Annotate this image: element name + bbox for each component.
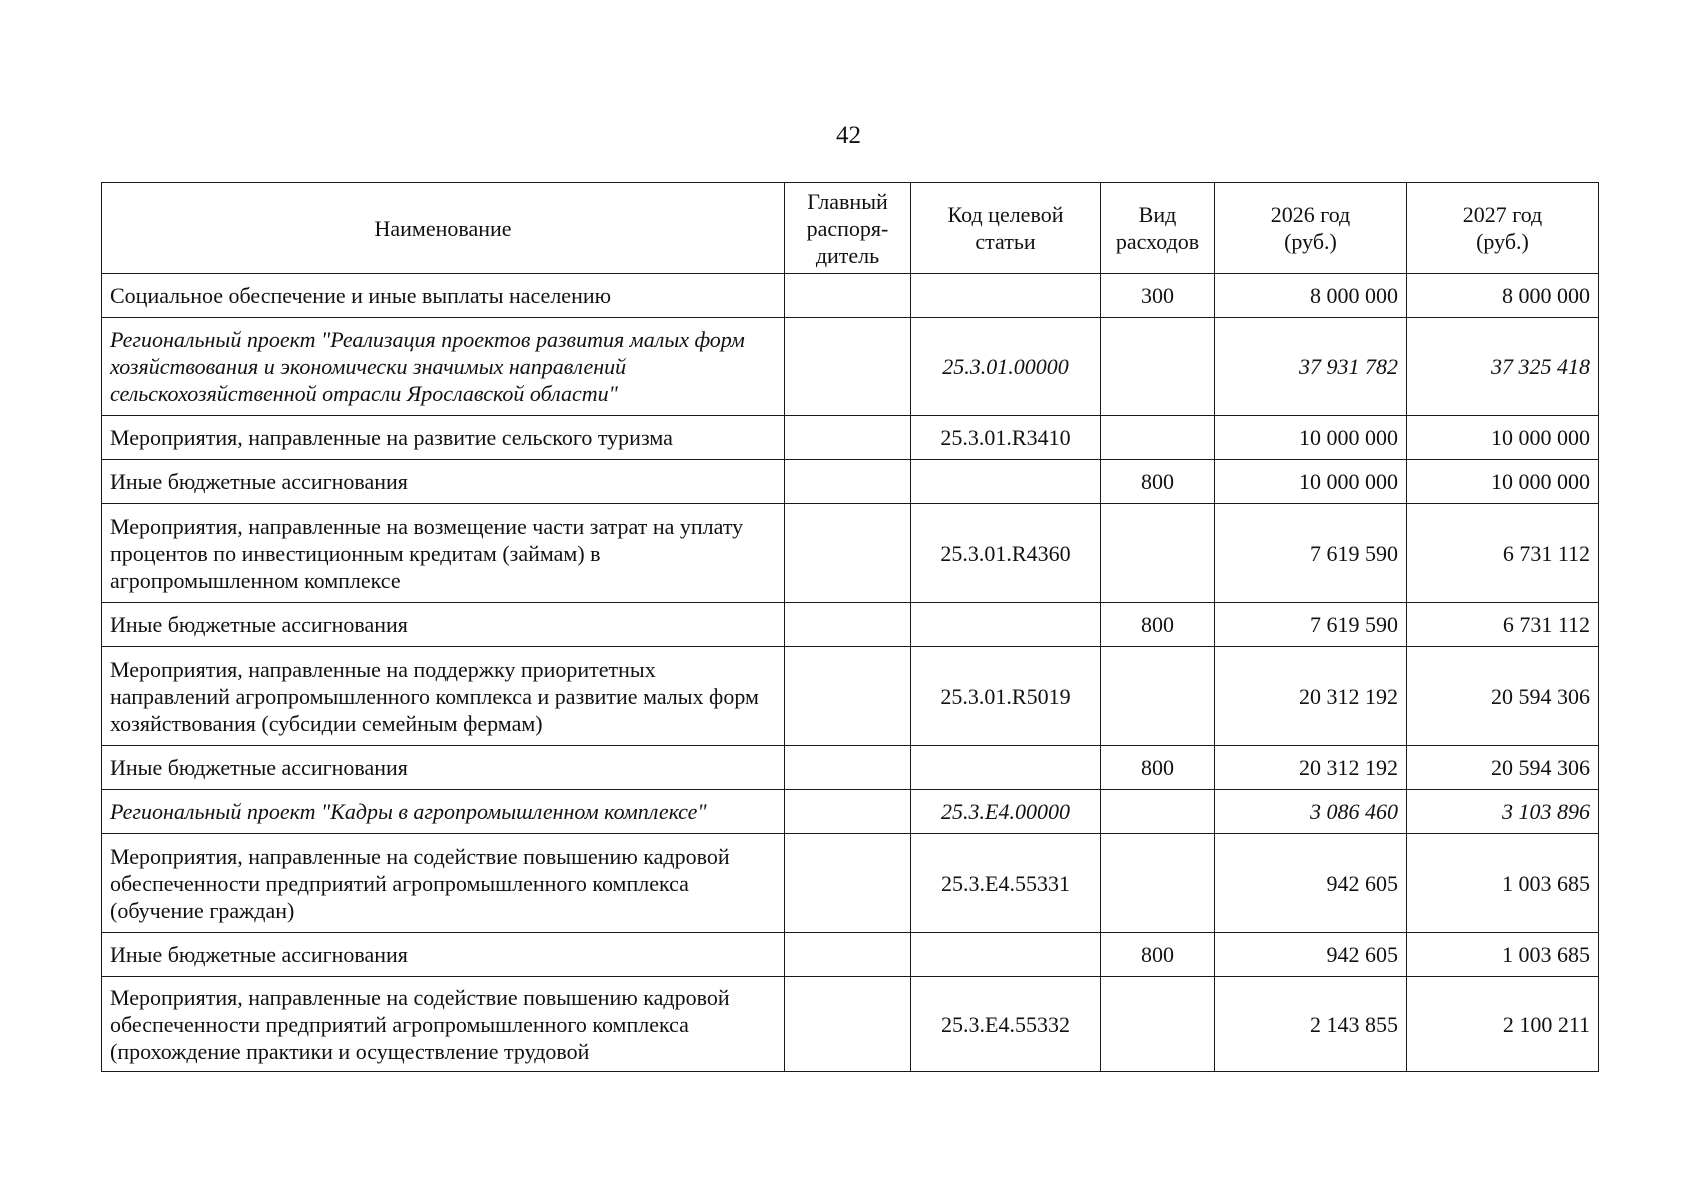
table-row	[102, 318, 1599, 416]
row-code: 25.3.Е4.55332	[911, 977, 1101, 1072]
row-name: Иные бюджетные ассигнования	[102, 460, 785, 504]
row-name: Мероприятия, направленные на поддержку приоритетных направлений агропромышленного комплекса и развитие малых форм хозяйствования (субсидии семейным фермам)	[102, 647, 785, 746]
table-row	[102, 647, 1599, 746]
row-amount-2026: 942 605	[1215, 933, 1407, 977]
row-holder	[785, 603, 911, 647]
row-amount-2027: 20 594 306	[1407, 746, 1599, 790]
row-amount-2027: 3 103 896	[1407, 790, 1599, 834]
row-amount-2027: 1 003 685	[1407, 933, 1599, 977]
row-holder	[785, 274, 911, 318]
row-code: 25.3.Е4.55331	[911, 834, 1101, 933]
row-holder	[785, 834, 911, 933]
row-amount-2027: 8 000 000	[1407, 274, 1599, 318]
row-amount-2026: 10 000 000	[1215, 460, 1407, 504]
row-kind	[1101, 647, 1215, 746]
row-kind	[1101, 504, 1215, 603]
row-holder	[785, 790, 911, 834]
row-name: Иные бюджетные ассигнования	[102, 746, 785, 790]
table-row	[102, 834, 1599, 933]
row-code: 25.3.01.R4360	[911, 504, 1101, 603]
table-row	[102, 460, 1599, 504]
row-amount-2026: 2 143 855	[1215, 977, 1407, 1072]
table-row	[102, 416, 1599, 460]
row-name: Мероприятия, направленные на содействие повышению кадровой обеспеченности предприятий агропромышленного комплекса (прохождение практики и осуществление трудовой	[102, 977, 785, 1072]
row-name: Иные бюджетные ассигнования	[102, 603, 785, 647]
row-holder	[785, 318, 911, 416]
row-holder	[785, 977, 911, 1072]
row-code: 25.3.01.R5019	[911, 647, 1101, 746]
row-kind: 300	[1101, 274, 1215, 318]
row-kind: 800	[1101, 933, 1215, 977]
row-code	[911, 746, 1101, 790]
row-amount-2027: 1 003 685	[1407, 834, 1599, 933]
table-row	[102, 977, 1599, 1072]
row-code	[911, 460, 1101, 504]
row-amount-2027: 10 000 000	[1407, 460, 1599, 504]
row-name: Мероприятия, направленные на возмещение части затрат на уплату процентов по инвестиционным кредитам (займам) в агропромышленном комплексе	[102, 504, 785, 603]
row-name: Мероприятия, направленные на развитие сельского туризма	[102, 416, 785, 460]
row-amount-2026: 20 312 192	[1215, 647, 1407, 746]
row-amount-2026: 942 605	[1215, 834, 1407, 933]
row-amount-2027: 6 731 112	[1407, 504, 1599, 603]
budget-table	[101, 182, 1599, 1072]
row-kind: 800	[1101, 460, 1215, 504]
row-code	[911, 603, 1101, 647]
header-year-2026: 2026 год (руб.)	[1215, 183, 1407, 274]
row-amount-2026: 3 086 460	[1215, 790, 1407, 834]
header-year-2027: 2027 год (руб.)	[1407, 183, 1599, 274]
row-amount-2027: 2 100 211	[1407, 977, 1599, 1072]
row-amount-2027: 6 731 112	[1407, 603, 1599, 647]
row-code: 25.3.01.R3410	[911, 416, 1101, 460]
row-code: 25.3.01.00000	[911, 318, 1101, 416]
row-amount-2026: 7 619 590	[1215, 603, 1407, 647]
row-holder	[785, 647, 911, 746]
row-name: Иные бюджетные ассигнования	[102, 933, 785, 977]
row-amount-2027: 37 325 418	[1407, 318, 1599, 416]
row-code	[911, 274, 1101, 318]
table-row	[102, 790, 1599, 834]
row-name: Региональный проект "Кадры в агропромышленном комплексе"	[102, 790, 785, 834]
row-code	[911, 933, 1101, 977]
row-name: Социальное обеспечение и иные выплаты населению	[102, 274, 785, 318]
row-holder	[785, 933, 911, 977]
table-row	[102, 933, 1599, 977]
row-amount-2027: 10 000 000	[1407, 416, 1599, 460]
row-amount-2026: 10 000 000	[1215, 416, 1407, 460]
row-amount-2026: 37 931 782	[1215, 318, 1407, 416]
table-row	[102, 746, 1599, 790]
row-holder	[785, 746, 911, 790]
row-kind	[1101, 790, 1215, 834]
row-kind	[1101, 318, 1215, 416]
row-amount-2026: 8 000 000	[1215, 274, 1407, 318]
row-holder	[785, 504, 911, 603]
row-kind	[1101, 834, 1215, 933]
row-kind: 800	[1101, 603, 1215, 647]
header-holder: Главный распоря- дитель	[785, 183, 911, 274]
row-name: Мероприятия, направленные на содействие повышению кадровой обеспеченности предприятий агропромышленного комплекса (обучение граждан)	[102, 834, 785, 933]
page-number: 42	[836, 122, 861, 149]
row-code: 25.3.Е4.00000	[911, 790, 1101, 834]
header-code: Код целевой статьи	[911, 183, 1101, 274]
header-name: Наименование	[102, 183, 785, 274]
table-row	[102, 603, 1599, 647]
row-holder	[785, 416, 911, 460]
header-kind: Вид расходов	[1101, 183, 1215, 274]
row-kind	[1101, 977, 1215, 1072]
table-row	[102, 504, 1599, 603]
table-row	[102, 274, 1599, 318]
row-kind	[1101, 416, 1215, 460]
row-amount-2027: 20 594 306	[1407, 647, 1599, 746]
row-kind: 800	[1101, 746, 1215, 790]
row-amount-2026: 20 312 192	[1215, 746, 1407, 790]
row-name: Региональный проект "Реализация проектов развития малых форм хозяйствования и экономически значимых направлений сельскохозяйственной отрасли Ярославской области"	[102, 318, 785, 416]
row-amount-2026: 7 619 590	[1215, 504, 1407, 603]
row-holder	[785, 460, 911, 504]
table-header-row	[102, 183, 1599, 274]
